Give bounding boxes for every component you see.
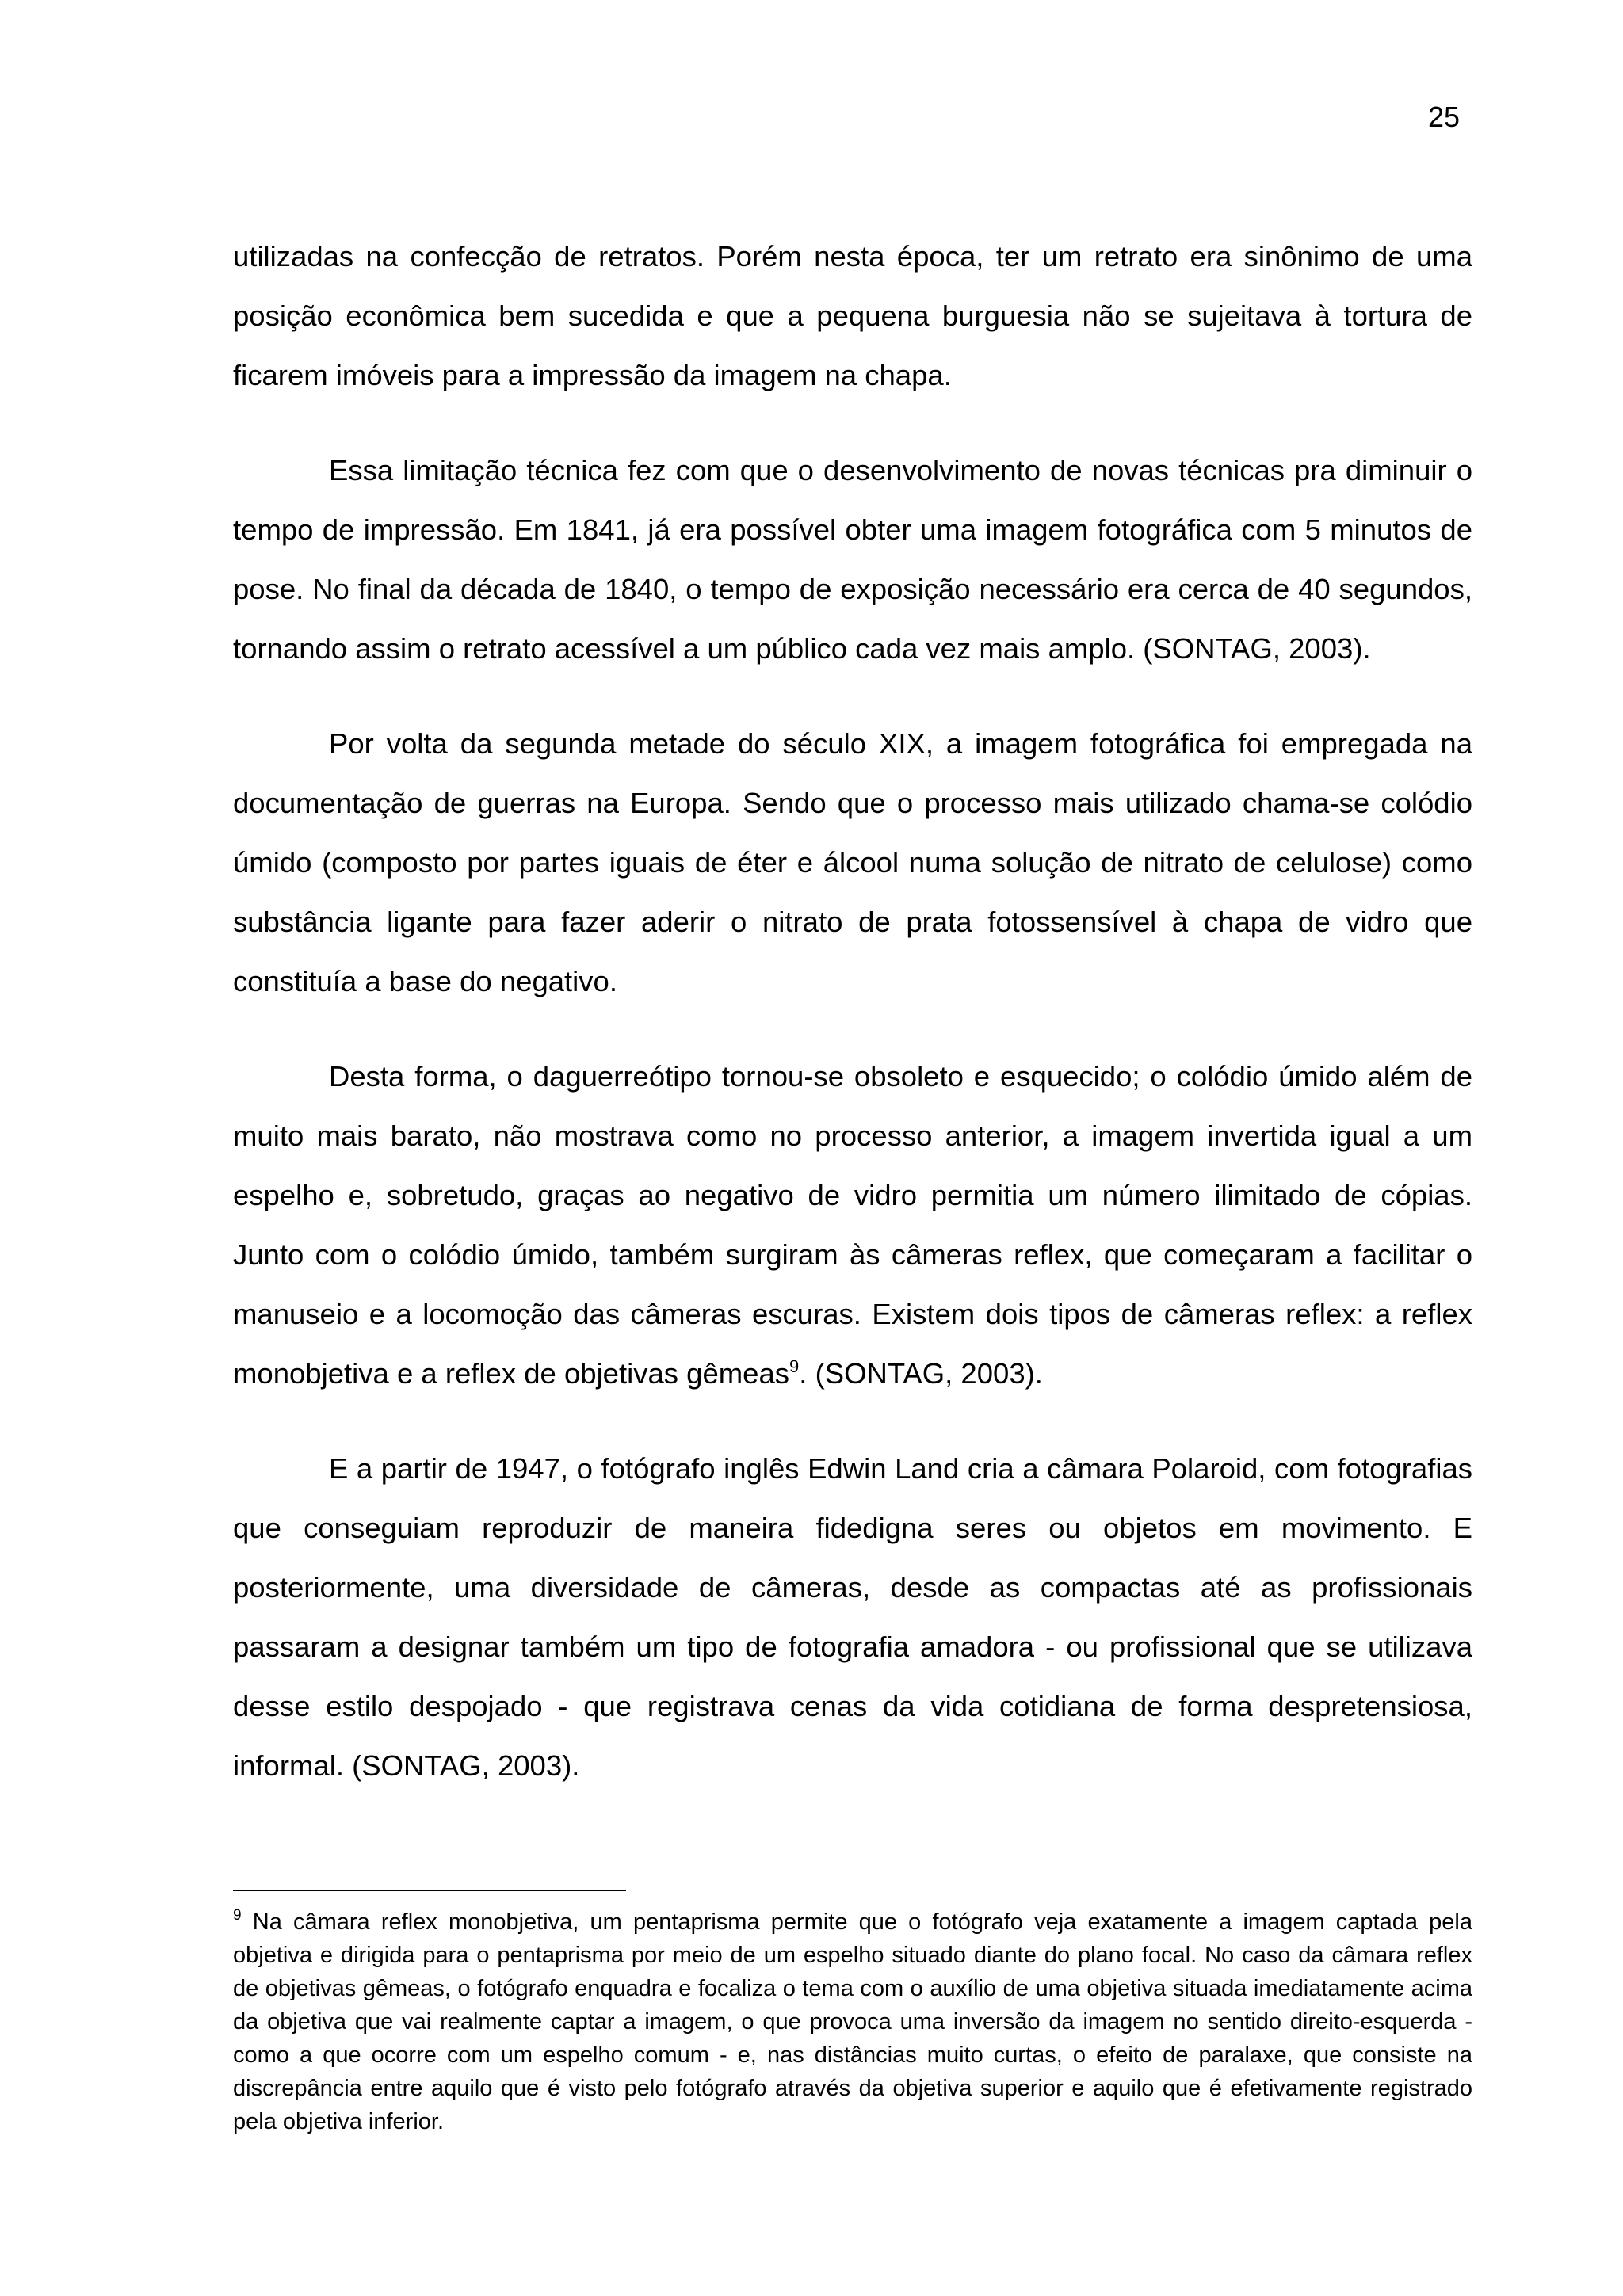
paragraph-4-text: Desta forma, o daguerreótipo tornou-se obsoleto e esquecido; o colódio úmido além de muito mais barato, não mostrava como no processo anterior, a imagem invertida igual a um espelho e, sobretudo, graças ao negativo de vidro permitia um número ilimitado de cópias. Junto com o colódio úmido, também surgiram às câmeras reflex, que começaram a facilitar o manuseio e a locomoção das câmeras escuras. Existem dois tipos de câmeras reflex: a reflex monobjetiva e a reflex de objetivas gêmeas: [233, 1060, 1472, 1390]
footnote-reference: 9: [789, 1356, 800, 1376]
paragraph-5: E a partir de 1947, o fotógrafo inglês Edwin Land cria a câmara Polaroid, com fotografias que conseguiam reproduzir de maneira fidedigna seres ou objetos em movimento. E posteriormente, uma diversidade de câmeras, desde as compactas até as profissionais passaram a designar também um tipo de fotografia amadora - ou profissional que se utilizava desse estilo despojado - que registrava cenas da vida cotidiana de forma despretensiosa, informal. (SONTAG, 2003).: [233, 1452, 1472, 1782]
paragraph-4-text-end: . (SONTAG, 2003).: [799, 1357, 1043, 1390]
body-text: [233, 227, 1472, 1831]
footnote-text: Na câmara reflex monobjetiva, um pentaprisma permite que o fotógrafo veja exatamente a imagem captada pela objetiva e dirigida para o pentaprisma por meio de um espelho situado diante do plano focal. No caso da câmara reflex de objetivas gêmeas, o fotógrafo enquadra e focaliza o tema com o auxílio de uma objetiva situada imediatamente acima da objetiva que vai realmente captar a imagem, o que provoca uma inversão da imagem no sentido direito-esquerda - como a que ocorre com um espelho comum - e, nas distâncias muito curtas, o efeito de paralaxe, que consiste na discrepância entre aquilo que é visto pelo fotógrafo através da objetiva superior e aquilo que é efetivamente registrado pela objetiva inferior.: [233, 1909, 1472, 2134]
footnote-separator: [233, 1890, 626, 1891]
footnotes: [233, 1905, 1472, 2138]
paragraph-1: utilizadas na confecção de retratos. Porém nesta época, ter um retrato era sinônimo de uma posição econômica bem sucedida e que a pequena burguesia não se sujeitava à tortura de ficarem imóveis para a impressão da imagem na chapa.: [233, 240, 1472, 391]
paragraph-2: Essa limitação técnica fez com que o desenvolvimento de novas técnicas pra diminuir o tempo de impressão. Em 1841, já era possível obter uma imagem fotográfica com 5 minutos de pose. No final da década de 1840, o tempo de exposição necessário era cerca de 40 segundos, tornando assim o retrato acessível a um público cada vez mais amplo. (SONTAG, 2003).: [233, 454, 1472, 665]
page-number: 25: [1427, 101, 1460, 133]
footnote-9: [233, 1905, 1472, 2138]
footnote-marker: 9: [233, 1907, 242, 1924]
paragraph-3: Por volta da segunda metade do século XIX, a imagem fotográfica foi empregada na documentação de guerras na Europa. Sendo que o processo mais utilizado chama-se colódio úmido (composto por partes iguais de éter e álcool numa solução de nitrato de celulose) como substância ligante para fazer aderir o nitrato de prata fotossensível à chapa de vidro que constituía a base do negativo.: [233, 727, 1472, 997]
paragraph-4: [233, 1047, 1472, 1403]
